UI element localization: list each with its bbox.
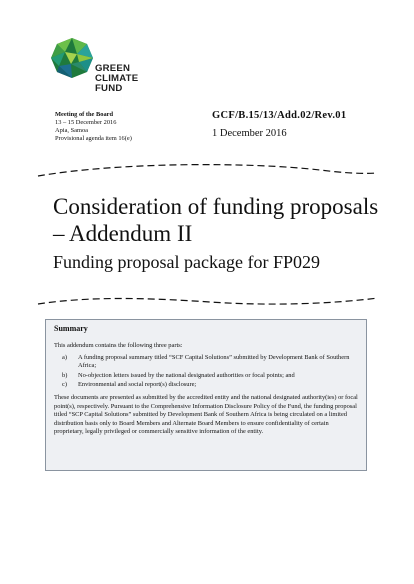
list-item — [54, 354, 358, 371]
document-date: 1 December 2016 — [212, 128, 287, 139]
list-item — [54, 381, 358, 389]
meeting-location: Apia, Samoa — [55, 127, 89, 134]
meeting-info — [55, 111, 132, 143]
globe-icon — [51, 38, 93, 78]
logo-wordmark — [95, 64, 138, 94]
agenda-item: Provisional agenda item 16(e) — [55, 135, 132, 142]
logo-line-2: CLIMATE — [95, 73, 139, 84]
meeting-dates: 13 – 15 December 2016 — [55, 119, 117, 126]
list-marker: a) — [62, 353, 67, 361]
list-marker: b) — [62, 371, 68, 379]
page-subtitle: Funding proposal package for FP029 — [53, 252, 320, 272]
separator-bottom — [0, 290, 414, 314]
separator-top — [0, 160, 414, 184]
summary-list — [54, 354, 358, 390]
page-title: Consideration of funding proposals – Addendum II — [53, 194, 379, 246]
list-marker: c) — [62, 381, 67, 389]
summary-closing: These documents are presented as submitted by the accredited entity and the national designated authority(ies) or focal point(s), respectively. Pursuant to the Comprehensive Information Disclosure Policy of the Fund, the funding proposal titled “SCP Capital Solutions” submitted by Development Bank of Southern Africa is being circulated on a limited distribution basis only to Board Members and Alternate Board Members to ensure confidentiality of certain proprietary, legally privileged or commercially sensitive information of the entity. — [54, 394, 358, 436]
meeting-name: Meeting of the Board — [55, 111, 114, 118]
list-text: Environmental and social report(s) disclosure; — [78, 381, 197, 389]
list-item — [54, 372, 358, 380]
summary-box — [45, 319, 367, 471]
document-reference: GCF/B.15/13/Add.02/Rev.01 — [212, 110, 347, 121]
logo-line-1: GREEN — [95, 63, 131, 74]
summary-heading: Summary — [54, 324, 88, 333]
summary-intro: This addendum contains the following three parts: — [54, 342, 183, 350]
list-text: A funding proposal summary titled “SCF Capital Solutions” submitted by Development Bank of Southern Africa; — [78, 353, 350, 370]
logo-line-3: FUND — [95, 83, 123, 94]
list-text: No-objection letters issued by the national designated authorities or focal points; and — [78, 371, 295, 379]
